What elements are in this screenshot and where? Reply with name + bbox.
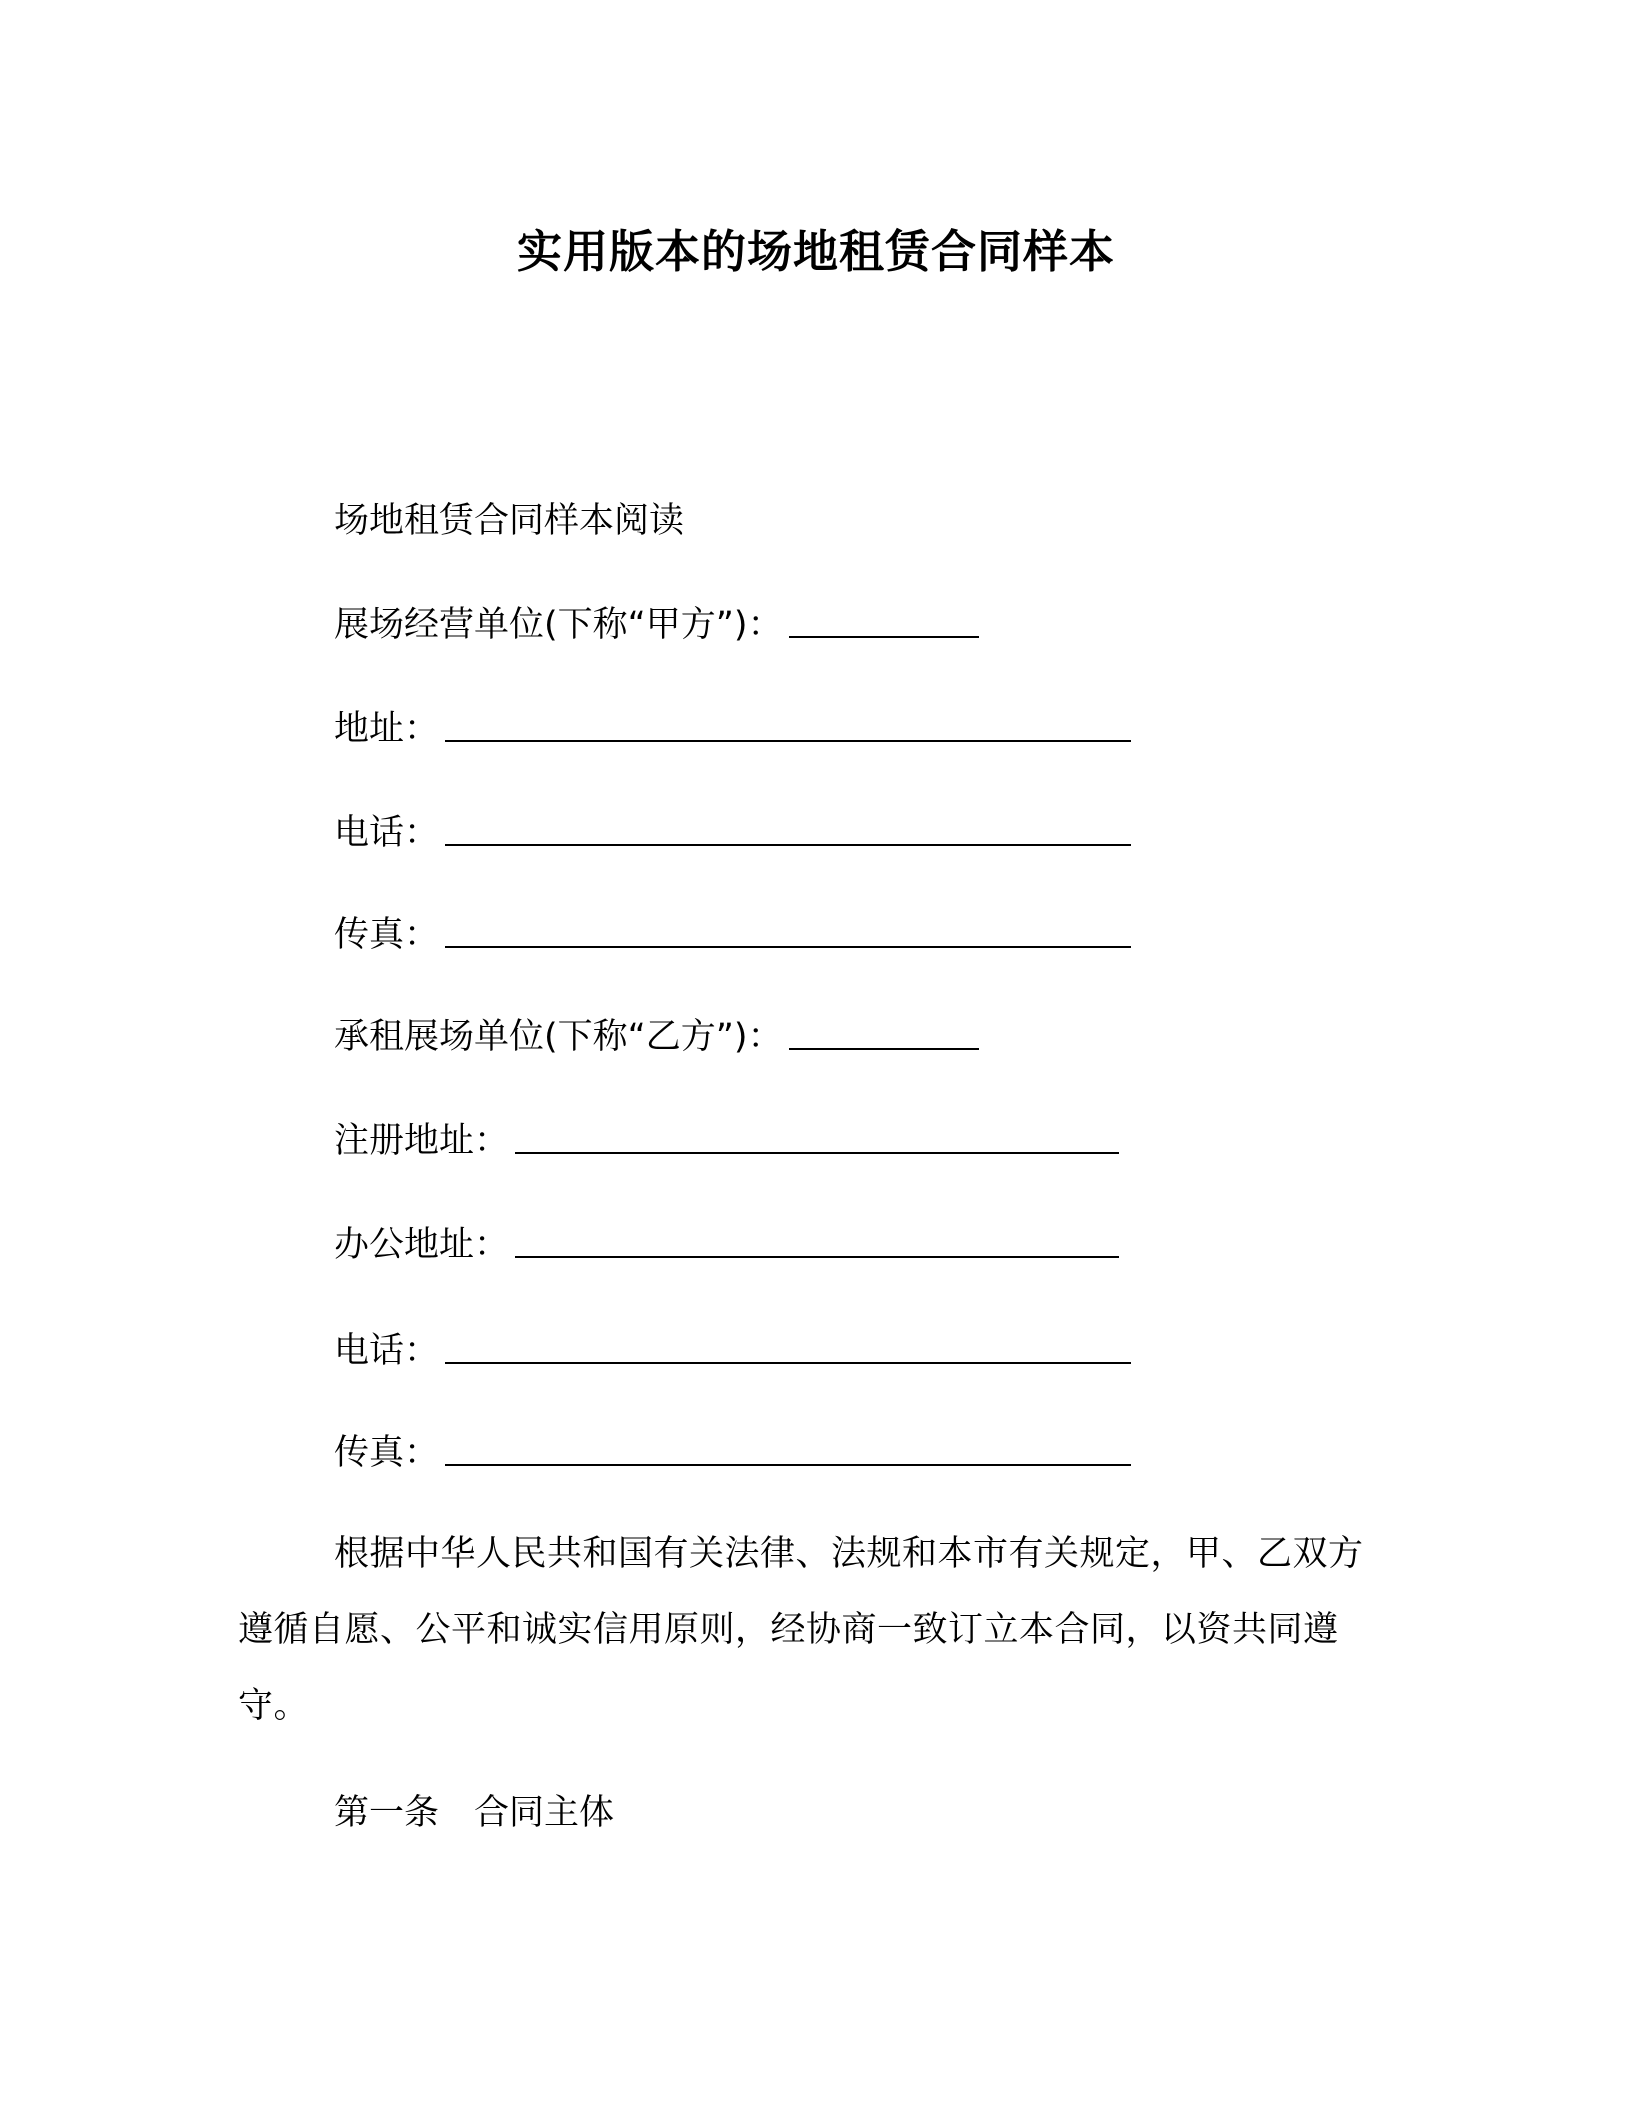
party-a-name-field bbox=[334, 600, 979, 650]
party-b-office-address-blank bbox=[515, 1256, 1119, 1258]
party-a-address-field bbox=[334, 704, 1131, 754]
party-a-fax-label: 传真： bbox=[334, 915, 440, 955]
party-a-phone-blank bbox=[445, 844, 1131, 846]
party-b-office-address-label: 办公地址： bbox=[334, 1225, 510, 1265]
party-a-fax-blank bbox=[445, 946, 1131, 948]
intro-paragraph: 根据中华人民共和国有关法律、法规和本市有关规定，甲、乙双方遵循自愿、公平和诚实信用原则，经协商一致订立本合同，以资共同遵守。 bbox=[238, 1534, 1364, 1726]
party-a-name-blank bbox=[789, 636, 979, 638]
party-a-address-blank bbox=[445, 740, 1131, 742]
party-b-fax-blank bbox=[445, 1464, 1131, 1466]
party-a-phone-label: 电话： bbox=[334, 813, 440, 853]
party-b-fax-field bbox=[334, 1428, 1131, 1478]
party-b-name-blank bbox=[789, 1048, 979, 1050]
party-b-office-address-field bbox=[334, 1220, 1119, 1270]
party-a-address-label: 地址： bbox=[334, 709, 440, 749]
party-b-name-field bbox=[334, 1012, 979, 1062]
party-b-phone-field bbox=[334, 1326, 1131, 1376]
document-subtitle: 场地租赁合同样本阅读 bbox=[334, 501, 685, 541]
party-a-phone-field bbox=[334, 808, 1131, 858]
party-b-registered-address-field bbox=[334, 1116, 1119, 1166]
party-a-name-label: 展场经营单位(下称“甲方”)： bbox=[334, 605, 783, 645]
party-a-fax-field bbox=[334, 910, 1131, 960]
document-title: 实用版本的场地租赁合同样本 bbox=[516, 225, 1115, 278]
party-b-name-label: 承租展场单位(下称“乙方”)： bbox=[334, 1017, 783, 1057]
party-b-phone-blank bbox=[445, 1362, 1131, 1364]
party-b-phone-label: 电话： bbox=[334, 1331, 440, 1371]
party-b-registered-address-blank bbox=[515, 1152, 1119, 1154]
party-b-fax-label: 传真： bbox=[334, 1433, 440, 1473]
party-b-registered-address-label: 注册地址： bbox=[334, 1121, 510, 1161]
article-1-heading: 第一条 合同主体 bbox=[334, 1793, 615, 1833]
